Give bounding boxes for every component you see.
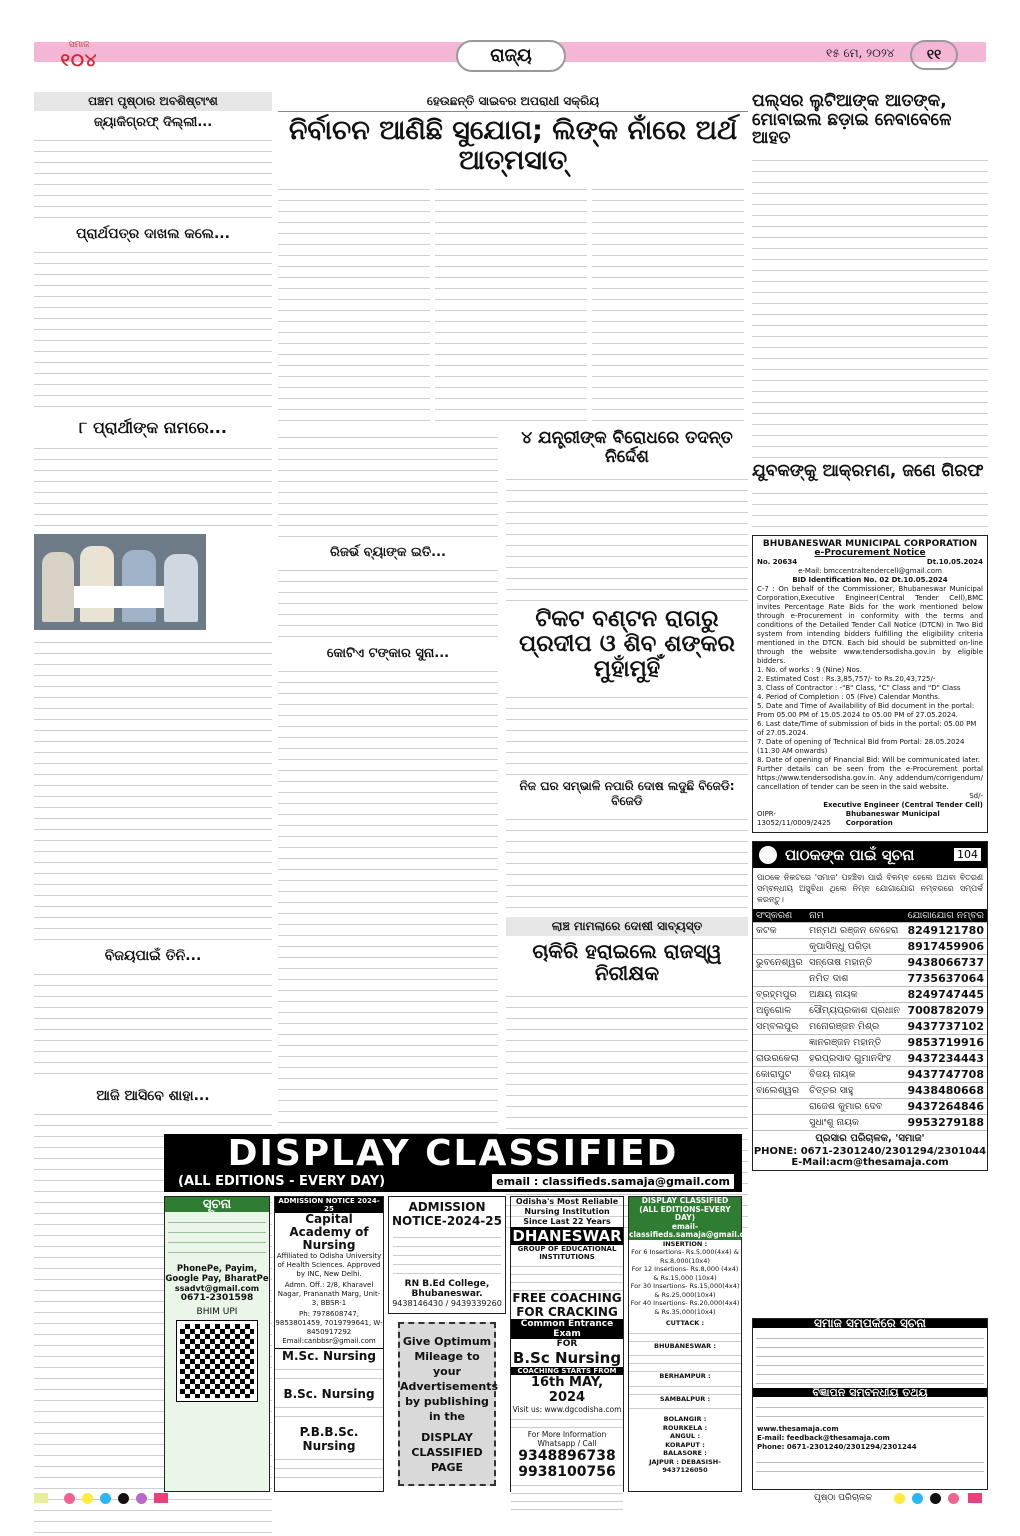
table-cell: [753, 970, 806, 986]
table-cell: ମନ୍ମଥ ରଞ୍ଜନ ବେହେରା: [806, 922, 904, 938]
story-body: [506, 689, 748, 775]
table-cell: ହରପ୍ରସାଦ ଗୁମାନସିଂହ: [806, 1050, 904, 1066]
table-row: [753, 1114, 987, 1130]
readers-notice: ପାଠକଙ୍କ ପାଇଁ ସୂଚନା 104 ପାଠକେ ନିକଟରେ 'ସମାଜ' ପହଞ୍ଚିବା ପାଇଁ ବିଳମ୍ବ ହେଲେ ଅଥବା ବିତରଣ ସମ୍ବନ୍ଧୀୟ ଅସୁବିଧା ଥିଲେ ନିମ୍ନ ଯୋଗାଯୋଗ ନମ୍ବରରେ ସମ୍ପର୍କ କରନ୍ତୁ। ସଂସ୍କରଣ ନାମ ଯୋଗାଯୋଗ ନମ୍ବର କଟକ ମନ୍ମଥ ରଞ୍ଜନ ବେହେରା 8249121780 କୃପାସିନ୍ଧୁ ପରିଡ଼ା 8917459906 ଭୁବନେଶ୍ୱର ସନ୍ତୋଷ ମହାନ୍ତି 9438066737 ନମିତ ଦାଶ 7735637064 ବ୍ରହ୍ମପୁର ଅକ୍ଷୟ ନାୟକ 8249747445 ଅନୁଗୋଳ ସୌମ୍ୟପ୍ରକାଶ ପ୍ରଧାନ 7008782079 ସମ୍ବଲପୁର ମନୋରଞ୍ଜନ ମିଶ୍ର 9437737102 ଜ୍ଞାନରଞ୍ଜନ ମହାନ୍ତି 9853719916 ରାଉରକେଲା ହରପ୍ରସାଦ ଗୁମାନସିଂହ 9437234443 କୋରାପୁଟ ବିଜୟ ନାୟକ 9437747708 ବାଲେଶ୍ୱର ଚିତ୍ତର ସାହୁ 9438480668 ରାଜେଶ କୁମାର ଦେବ 9437264846 ସୁଧାଂଶୁ ନାୟକ 9953279188 ପ୍ରସାର ପରିଚାଳକ, 'ସମାଜ' PHONE: 0671-2301240/2301294/2301044 E-Mail:acm@thesamaja.com: [752, 841, 988, 1171]
samaja-info-box: ସମାଜ ସମ୍ପର୍କରେ ସୂଚନା ବିଜ୍ଞାପନ ସମ୍ବନ୍ଧୀୟ ତଥ୍ୟ www.thesamaja.com E-mail: feedback@thesamaja.com Phone: 0671-2301240/2301294/2301244: [752, 1318, 988, 1490]
table-cell: 7008782079: [904, 1002, 987, 1018]
story-heading: ୮ ପ୍ରାର୍ଥୀଙ୍କ ନାମରେ...: [79, 418, 227, 437]
table-row: [753, 1098, 987, 1114]
story-body: [34, 966, 272, 1084]
table-cell: ବିଜୟ ନାୟକ: [806, 1066, 904, 1082]
bmc-items: 1. No. of works : 9 (Nine) Nos. 2. Estimated Cost : Rs.3,85,757/- to Rs.20,43,725/- 3. Class of Contractor : -"B" Class, "C" Class and "D" Class 4. Period of Completion : 05 (Five) Calendar Months. 5. Date and Time of Availability of Bid document in the portal: From 05.00 PM of 15.05.2024 to 05.00 PM of 27.05.2024. 6. Last date/Time of submission of bids in the portal: 05.00 PM of 27.05.2024. 7. Date of opening of Technical Bid from Portal: 28.05.2024 (11.30 AM onwards) 8. Date of opening of Financial Bid: Will be communicated later.: [757, 665, 980, 764]
payment-notice-ad: ସୂଚନା PhonePe, Payim, Google Pay, BharatPe ssadvt@gmail.com 0671-2301598 BHIM UPI: [164, 1196, 270, 1492]
table-cell: 8249121780: [904, 922, 987, 938]
story-heading: ଜ୍ୟାକିଗ୍ରଫ୍ ଦିଲ୍ଲୀ...: [93, 115, 213, 130]
table-cell: 9438480668: [904, 1082, 987, 1098]
center-column: [278, 92, 748, 1132]
table-cell: 9437737102: [904, 1018, 987, 1034]
issue-date: ୧୫ ମେ, ୨୦୨୪: [826, 46, 895, 60]
table-cell: ଅକ୍ଷୟ ନାୟକ: [806, 986, 904, 1002]
table-row: [753, 1050, 987, 1066]
story-body: [34, 440, 272, 530]
table-cell: ସୌମ୍ୟପ୍ରକାଶ ପ୍ରଧାନ: [806, 1002, 904, 1018]
dhaneswar-ad: Odisha's Most Reliable Nursing Institution Since Last 22 Years DHANESWAR GROUP OF EDUCATIONAL INSTITUTIONS FREE COACHING FOR CRACKING Common Entrance Exam FOR B.Sc Nursing COACHING STARTS FROM 16th MAY, 2024 Visit us: www.dgcodisha.com For More Information Whatsapp / Call 9348896738 9938100756: [510, 1196, 624, 1492]
table-cell: [753, 938, 806, 954]
masthead: [0, 0, 1020, 78]
table-cell: ରାଉରକେଲା: [753, 1050, 806, 1066]
lead-headline: ନିର୍ବାଚନ ଆଣିଛି ସୁଯୋଗ; ଲିଙ୍କ ନାଁରେ ଅର୍ଥ ଆତ୍ମସାତ୍: [288, 115, 738, 176]
table-cell: [753, 1034, 806, 1050]
table-cell: ସନ୍ତୋଷ ମହାନ୍ତି: [806, 954, 904, 970]
story-body: [278, 562, 498, 642]
table-row: [753, 922, 987, 938]
table-cell: 9438066737: [904, 954, 987, 970]
story-kicker: ଲାଞ୍ଚ ମାମଲାରେ ଦୋଷୀ ସାବ୍ୟସ୍ତ: [506, 917, 748, 936]
story-body: [506, 811, 748, 911]
table-cell: ସୁଧାଂଶୁ ନାୟକ: [806, 1114, 904, 1130]
print-registration-marks: [34, 1493, 986, 1507]
story-body: [34, 244, 272, 414]
table-cell: କୋରାପୁଟ: [753, 1066, 806, 1082]
table-cell: ନମିତ ଦାଶ: [806, 970, 904, 986]
story-body: [34, 132, 272, 222]
table-cell: 8917459906: [904, 938, 987, 954]
table-cell: ଭୁବନେଶ୍ୱର: [753, 954, 806, 970]
table-row: [753, 938, 987, 954]
table-cell: ଜ୍ଞାନରଞ୍ଜନ ମହାନ୍ତି: [806, 1034, 904, 1050]
story-heading: ପ୍ରାର୍ଥପତ୍ର ଦାଖଲ କଲେ...: [76, 226, 230, 242]
qr-code-icon: [177, 1321, 257, 1401]
display-classified-rates: DISPLAY CLASSIFIED (ALL EDITIONS-EVERY DAY) email-classifieds.samaja@gmail.com INSERTION : For 6 Insertions- Rs.5,000(4x4) & Rs.8,000(10x4) For 12 Insertions- Rs.8,000 (4x4) & Rs.15,000 (10x4) For 30 Insertions- Rs.15,000(4x4) & Rs.25,000(10x4) For 40 Insertions- Rs.20,000(4x4) & Rs.35,000(10x4) CUTTACK : BHUBANESWAR : BERHAMPUR : SAMBALPUR : BOLANGIR : ROURKELA : ANGUL : KORAPUT : BALASORE : JAJPUR : DEBASISH-9437126050: [628, 1196, 742, 1492]
capital-academy-ad: ADMISSION NOTICE 2024-25 Capital Academy of Nursing Affiliated to Odisha University of Health Sciences. Approved by INC, New Delhi. Admn. Off.: 2/8, Kharavel Nagar, Prananath Marg, Unit-3, BBSR-1 Ph: 7978608747, 9853801459, 7019799641, W-8450917292 Email:canbbsr@gmail.com M.Sc. Nursing B.Sc. Nursing P.B.B.Sc. Nursing: [274, 1196, 384, 1492]
table-cell: ମନୋରଞ୍ଜନ ମିଶ୍ର: [806, 1018, 904, 1034]
news-photo: [34, 534, 206, 630]
table-cell: 9953279188: [904, 1114, 987, 1130]
table-cell: 9853719916: [904, 1034, 987, 1050]
table-cell: ବ୍ରହ୍ମପୁର: [753, 986, 806, 1002]
table-cell: 8249747445: [904, 986, 987, 1002]
table-cell: [753, 1114, 806, 1130]
story-headline: ୪ ଯନ୍ତ୍ରୀଙ୍କ ବିରୋଧରେ ତଦନ୍ତ ନିର୍ଦ୍ଦେଶ: [521, 428, 733, 468]
lead-story-body: [278, 181, 748, 423]
table-cell: 9437234443: [904, 1050, 987, 1066]
story-heading: ବିଜୟପାଇଁ ତିନି...: [104, 948, 202, 964]
continuation-kicker: ପଞ୍ଚମ ପୃଷ୍ଠାର ଅବଶିଷ୍ଟାଂଶ: [34, 92, 272, 111]
right-column: [752, 91, 988, 1168]
lead-kicker: ହେଉଛନ୍ତି ସାଇବର ଅପରାଧୀ ସକ୍ରିୟ: [278, 92, 748, 112]
table-row: [753, 954, 987, 970]
table-cell: ସମ୍ବଲପୁର: [753, 1018, 806, 1034]
story-body: [278, 663, 498, 1143]
page-number: ୧୧: [910, 40, 958, 70]
story-body: [752, 485, 988, 529]
table-row: [753, 1018, 987, 1034]
display-classified-banner: DISPLAY CLASSIFIED (ALL EDITIONS - EVERY DAY) email : classifieds.samaja@gmail.com: [164, 1134, 742, 1192]
table-cell: ବାଲେଶ୍ୱର: [753, 1082, 806, 1098]
table-cell: ଅନୁଗୋଳ: [753, 1002, 806, 1018]
table-cell: 9437747708: [904, 1066, 987, 1082]
footer-note: ପୃଷ୍ଠା ପରିଚାଳକ: [814, 1493, 873, 1503]
table-cell: 7735637064: [904, 970, 987, 986]
table-row: [753, 986, 987, 1002]
story-body: [752, 152, 988, 458]
admission-notice-ad: ADMISSION NOTICE-2024-25 RN B.Ed College, Bhubaneswar. 9438146430 / 9439339260: [388, 1196, 506, 1314]
bmc-tender-notice: BHUBANESWAR MUNICIPAL CORPORATION e-Procurement Notice No. 20634 Dt.10.05.2024 e-Mail: bmccentraltendercell@gmail.com BID Identification No. 02 Dt.10.05.2024 C-7 : On behalf of the Commissioner, Bhubaneswar Municipal Corporation,Executive Engineer(Central Tender Cell),BMC invites Percentage Rate Bids for the work mentioned below through e-Procurement in conformity with the terms and conditions of the Detailed Tender Call Notice (DTCN) in Two Bid system from intending bidders fulfilling the eligibility criteria mentioned in the DTCN. Each bid should be submitted on-line through the website www.tendersodisha.gov.in by eligible bidders. 1. No. of works : 9 (Nine) Nos. 2. Estimated Cost : Rs.3,85,757/- to Rs.20,43,725/- 3. Class of Contractor : -"B" Class, "C" Class and "D" Class 4. Period of Completion : 05 (Five) Calendar Months. 5. Date and Time of Availability of Bid document in the portal: From 05.00 PM of 15.05.2024 to 05.00 PM of 27.05.2024. 6. Last date/Time of submission of bids in the portal: 05.00 PM of 27.05.2024. 7. Date of opening of Technical Bid from Portal: 28.05.2024 (11.30 AM onwards) 8. Date of opening of Financial Bid: Will be communicated later. Further details can be seen from the e-Procurement portal https://www.tendersodisha.gov.in. Any addendum/corrigendum/ cancellation of tender can be seen in the said website. Sd/- Executive Engineer (Central Tender Cell) OIPR-13052/11/0009/2425 Bhubaneswar Municipal Corporation: [752, 535, 988, 833]
story-heading: ଆଜି ଆସିବେ ଶାହା...: [96, 1088, 210, 1104]
table-cell: କୃପାସିନ୍ଧୁ ପରିଡ଼ା: [806, 938, 904, 954]
story-body: [34, 634, 272, 944]
table-cell: ରାଜେଶ କୁମାର ଦେବ: [806, 1098, 904, 1114]
story-subheading: କୋଟିଏ ଟଙ୍କାର ସୁନା...: [326, 646, 450, 662]
story-body: [506, 471, 748, 601]
mileage-promo-ad: Give Optimum Mileage to your Advertisements by publishing in the DISPLAY CLASSIFIED PAGE: [388, 1318, 506, 1492]
samaja-logo: ସମାଜ ୧୦୪: [60, 40, 98, 71]
table-cell: 9437264846: [904, 1098, 987, 1114]
story-body: [278, 429, 498, 541]
story-subheading: ରିଜର୍ଭ ବ୍ୟାଙ୍କ ଇତି...: [330, 545, 446, 561]
table-row: [753, 970, 987, 986]
story-headline: ଚାକିରି ହରାଇଲେ ରାଜସ୍ୱ ନିରୀକ୍ଷକ: [532, 938, 722, 985]
table-cell: ଚିତ୍ତର ସାହୁ: [806, 1082, 904, 1098]
story-headline: ଟିକଟ ବଣ୍ଟନ ରାଗରୁ ପ୍ରଦୀପ ଓ ଶିବ ଶଙ୍କର ମୁହାଁମୁହିଁ: [519, 605, 735, 683]
table-row: [753, 1082, 987, 1098]
story-headline: ପଲ୍‌ସର ଲୁଟିଆଙ୍କ ଆତଙ୍କ, ମୋବାଇଲ ଛଡ଼ାଇ ନେବାବେଳେ ଆହତ: [752, 91, 952, 149]
table-cell: [753, 1098, 806, 1114]
readers-contact-table: ସଂସ୍କରଣ ନାମ ଯୋଗାଯୋଗ ନମ୍ବର କଟକ ମନ୍ମଥ ରଞ୍ଜନ ବେହେରା 8249121780 କୃପାସିନ୍ଧୁ ପରିଡ଼ା 8917459906 ଭୁବନେଶ୍ୱର ସନ୍ତୋଷ ମହାନ୍ତି 9438066737 ନମିତ ଦାଶ 7735637064 ବ୍ରହ୍ମପୁର ଅକ୍ଷୟ ନାୟକ 8249747445 ଅନୁଗୋଳ ସୌମ୍ୟପ୍ରକାଶ ପ୍ରଧାନ 7008782079 ସମ୍ବଲପୁର ମନୋରଞ୍ଜନ ମିଶ୍ର 9437737102 ଜ୍ଞାନରଞ୍ଜନ ମହାନ୍ତି 9853719916 ରାଉରକେଲା ହରପ୍ରସାଦ ଗୁମାନସିଂହ 9437234443 କୋରାପୁଟ ବିଜୟ ନାୟକ 9437747708 ବାଲେଶ୍ୱର ଚିତ୍ତର ସାହୁ 9438480668 ରାଜେଶ କୁମାର ଦେବ 9437264846 ସୁଧାଂଶୁ ନାୟକ 9953279188: [753, 909, 987, 1131]
story-headline: ଯୁବକଙ୍କୁ ଆକ୍ରମଣ, ଜଣେ ଗିରଫ: [752, 461, 984, 482]
table-row: [753, 1066, 987, 1082]
section-title: ରାଜ୍ୟ: [456, 40, 566, 72]
table-row: [753, 1034, 987, 1050]
table-cell: କଟକ: [753, 922, 806, 938]
person-icon: [759, 846, 777, 864]
table-row: [753, 1002, 987, 1018]
story-subheading: ନିଜ ଘର ସମ୍ଭାଳି ନପାରି ଦୋଷ ଲଦୁଛି ବିଜେଡି: ବିଜେଡି: [519, 778, 735, 808]
